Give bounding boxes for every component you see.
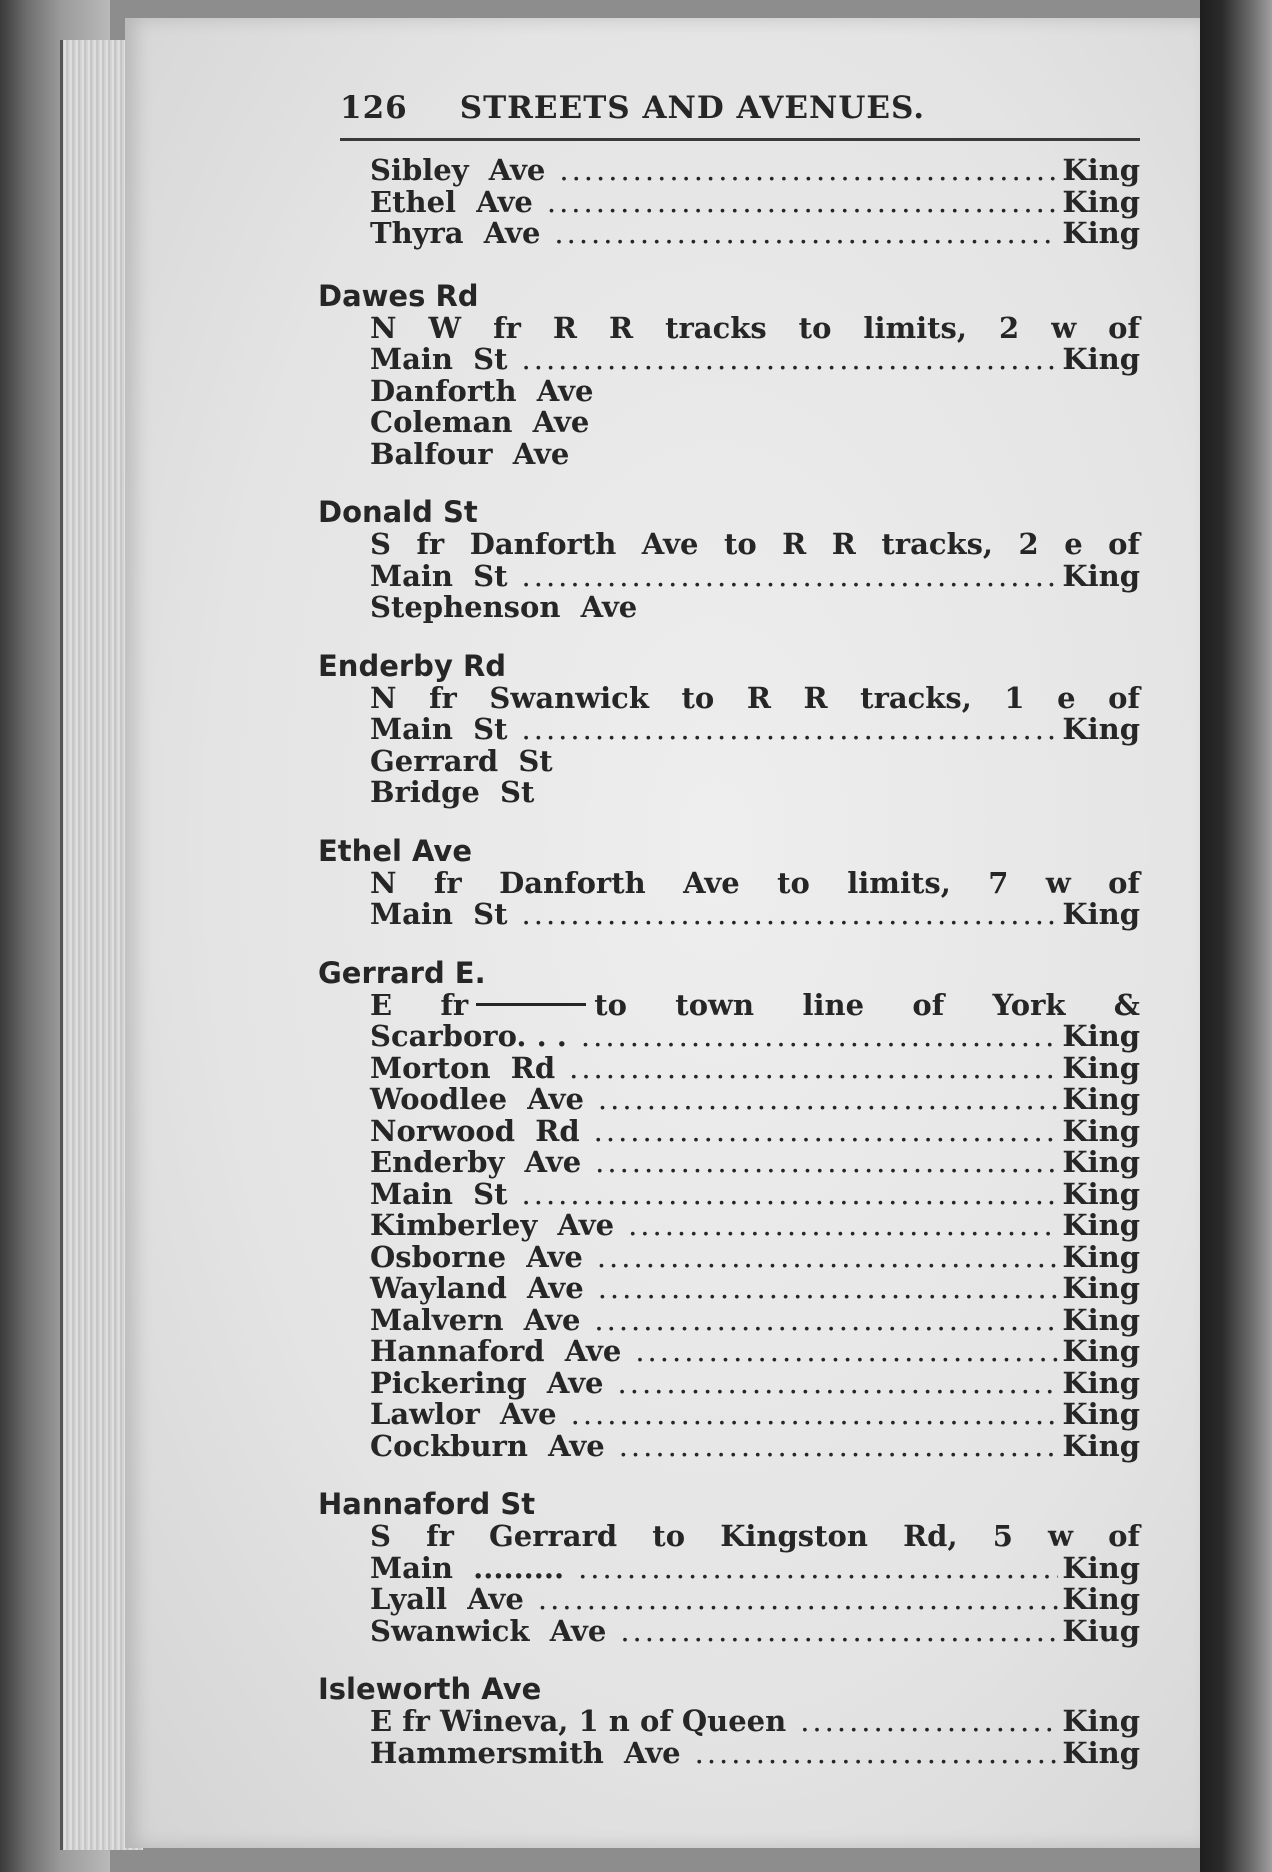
- page-title: STREETS AND AVENUES.: [459, 90, 926, 126]
- cross-street-name: Main St: [370, 558, 508, 593]
- cross-street-name: Stephenson Ave: [370, 590, 638, 624]
- ward-name: King: [1062, 1239, 1140, 1274]
- dot-leader: [569, 1053, 1058, 1085]
- cross-street-name: Norwood Rd: [370, 1113, 580, 1148]
- cross-street-row: [370, 777, 1140, 809]
- dot-leader: [538, 1584, 1059, 1616]
- dot-leader: [522, 899, 1059, 931]
- cross-street-name: Pickering Ave: [370, 1365, 604, 1400]
- description-start: E fr: [370, 987, 469, 1022]
- cross-street-row: [370, 218, 1140, 250]
- ward-name: King: [1062, 1735, 1140, 1770]
- dot-leader: [578, 1553, 1058, 1585]
- cross-street-name: Woodlee Ave: [370, 1082, 584, 1116]
- street-name-heading: Hannaford St: [318, 1487, 536, 1521]
- street-entry: [318, 278, 1140, 471]
- cross-street-row: [370, 592, 1140, 624]
- dot-leader: [522, 344, 1059, 376]
- cross-street-row: [370, 1302, 1140, 1337]
- cross-street-name: Coleman Ave: [370, 405, 590, 439]
- ward-name: King: [1062, 184, 1140, 219]
- street-entry: [318, 1487, 1140, 1648]
- dot-leader: [522, 1179, 1059, 1211]
- cross-street-row: [370, 1399, 1140, 1431]
- ward-name: King: [1062, 1082, 1140, 1116]
- street-entry: [318, 648, 1140, 809]
- cross-street-name: Hannaford Ave: [370, 1334, 622, 1368]
- cross-street-name: E fr Wineva, 1 n of Queen: [370, 1704, 787, 1738]
- dot-leader: [547, 187, 1059, 219]
- description-end: to town line of York &: [594, 987, 1140, 1022]
- cross-street-name: Balfour Ave: [370, 436, 570, 471]
- ward-name: King: [1062, 1550, 1140, 1585]
- ward-name: King: [1062, 897, 1140, 931]
- book-spine: [1200, 0, 1272, 1872]
- ward-name: King: [1062, 1365, 1140, 1400]
- cross-street-name: Enderby Ave: [370, 1145, 582, 1179]
- cross-street-name: Cockburn Ave: [370, 1428, 605, 1463]
- dot-leader: [598, 1084, 1059, 1116]
- street-name-heading: Isleworth Ave: [318, 1672, 542, 1706]
- dot-leader: [581, 1021, 1059, 1053]
- cross-street-row: [370, 407, 1140, 439]
- ward-name: King: [1062, 1397, 1140, 1431]
- cross-street-row: [370, 1336, 1140, 1368]
- ward-name: King: [1062, 1145, 1140, 1179]
- ward-name: King: [1062, 1704, 1140, 1738]
- cross-street-name: Danforth Ave: [370, 373, 594, 408]
- ward-name: King: [1062, 1428, 1140, 1463]
- page-number: 126: [340, 90, 408, 126]
- cross-street-name: Lyall Ave: [370, 1582, 524, 1616]
- cross-street-name: Hammersmith Ave: [370, 1735, 681, 1770]
- cross-street-row: [370, 714, 1140, 746]
- cross-street-row: [370, 373, 1140, 408]
- street-description: N fr Swanwick to R R tracks, 1 e of: [370, 680, 1140, 715]
- cross-street-name: Gerrard St: [370, 743, 553, 778]
- ward-name: King: [1062, 1302, 1140, 1337]
- street-name-heading: Dawes Rd: [318, 278, 479, 313]
- cross-street-row: [370, 558, 1140, 593]
- dot-leader: [695, 1738, 1059, 1770]
- cross-street-name: Kimberley Ave: [370, 1208, 615, 1242]
- ward-name: King: [1062, 1208, 1140, 1242]
- dot-leader: [522, 714, 1059, 746]
- ward-name: King: [1062, 1176, 1140, 1211]
- street-description: N fr Danforth Ave to limits, 7 w of: [370, 865, 1140, 900]
- street-description: S fr Danforth Ave to R R tracks, 2 e of: [370, 527, 1140, 561]
- street-entry: [318, 495, 1140, 624]
- cross-street-row: [370, 1210, 1140, 1242]
- cross-street-name: Thyra Ave: [370, 216, 541, 250]
- cross-street-row: [370, 1176, 1140, 1211]
- dot-leader: [598, 1273, 1059, 1305]
- ward-name: King: [1062, 1334, 1140, 1368]
- cross-street-row: [370, 1239, 1140, 1274]
- dot-leader: [800, 1706, 1058, 1738]
- cross-street-name: Malvern Ave: [370, 1302, 581, 1337]
- cross-street-name: Osborne Ave: [370, 1239, 583, 1274]
- street-entry: [318, 1672, 1140, 1770]
- ward-name: King: [1062, 1050, 1140, 1085]
- ward-name: King: [1062, 712, 1140, 746]
- ward-name: King: [1062, 1019, 1140, 1053]
- street-description: S fr Gerrard to Kingston Rd, 5 w of: [370, 1519, 1140, 1553]
- dot-leader: [618, 1368, 1059, 1400]
- street-entry: [318, 955, 1140, 1463]
- cross-street-name: Lawlor Ave: [370, 1397, 557, 1431]
- dot-leader: [594, 1116, 1059, 1148]
- street-description: N W fr R R tracks to limits, 2 w of: [370, 310, 1140, 345]
- ward-name: King: [1062, 1582, 1140, 1616]
- ward-name: King: [1062, 153, 1140, 187]
- dot-leader: [554, 218, 1058, 250]
- ward-name: Kiug: [1062, 1613, 1140, 1648]
- cross-street-row: [370, 743, 1140, 778]
- cross-street-name: Main St: [370, 897, 508, 931]
- cross-street-row: [370, 1428, 1140, 1463]
- cross-street-name: Ethel Ave: [370, 184, 533, 219]
- cross-street-row: [370, 1613, 1140, 1648]
- cross-street-row: [370, 1706, 1140, 1738]
- cross-street-row: [370, 1735, 1140, 1770]
- cross-street-row: [370, 1084, 1140, 1116]
- cross-street-row: [370, 184, 1140, 219]
- street-description: [370, 987, 1140, 1022]
- ward-name: King: [1062, 216, 1140, 250]
- running-header: [340, 90, 1140, 141]
- cross-street-name: Main St: [370, 342, 508, 376]
- cross-street-name: Morton Rd: [370, 1050, 556, 1085]
- blank-dash: [476, 1003, 586, 1006]
- dot-leader: [595, 1147, 1058, 1179]
- cross-street-name: Sibley Ave: [370, 153, 546, 187]
- dot-leader: [620, 1616, 1058, 1648]
- street-name-heading: Ethel Ave: [318, 833, 473, 868]
- dot-leader: [559, 155, 1058, 187]
- ward-name: King: [1062, 1113, 1140, 1148]
- dot-leader: [619, 1431, 1059, 1463]
- cross-street-row: [370, 1365, 1140, 1400]
- cross-street-row: [370, 899, 1140, 931]
- cross-street-row: [370, 436, 1140, 471]
- cross-street-row: [370, 344, 1140, 376]
- ward-name: King: [1062, 558, 1140, 593]
- street-entry: [340, 155, 1140, 250]
- cross-street-name: Main St: [370, 1176, 508, 1211]
- cross-street-name: Main St: [370, 712, 508, 746]
- dot-leader: [594, 1305, 1058, 1337]
- cross-street-name: Wayland Ave: [370, 1271, 584, 1305]
- cross-street-row: [370, 1050, 1140, 1085]
- cross-street-row: [370, 1147, 1140, 1179]
- dot-leader: [635, 1336, 1058, 1368]
- street-entries: [318, 153, 1140, 1770]
- street-entry: [318, 833, 1140, 931]
- cross-street-name: Main .........: [370, 1550, 565, 1585]
- page-content: [318, 90, 1140, 1795]
- cross-street-name: Swanwick Ave: [370, 1613, 607, 1648]
- cross-street-row: [370, 1113, 1140, 1148]
- cross-street-row: [370, 1273, 1140, 1305]
- cross-street-row: [370, 1021, 1140, 1053]
- street-name-heading: Gerrard E.: [318, 955, 486, 990]
- ward-name: King: [1062, 342, 1140, 376]
- cross-street-name: Bridge St: [370, 775, 535, 809]
- cross-street-row: [370, 155, 1140, 187]
- dot-leader: [522, 561, 1059, 593]
- cross-street-name: Scarboro. . .: [370, 1019, 567, 1053]
- cross-street-row: [370, 1550, 1140, 1585]
- ward-name: King: [1062, 1271, 1140, 1305]
- dot-leader: [628, 1210, 1058, 1242]
- dot-leader: [571, 1399, 1059, 1431]
- dot-leader: [597, 1242, 1059, 1274]
- cross-street-row: [370, 1584, 1140, 1616]
- street-name-heading: Donald St: [318, 495, 478, 529]
- street-name-heading: Enderby Rd: [318, 648, 507, 683]
